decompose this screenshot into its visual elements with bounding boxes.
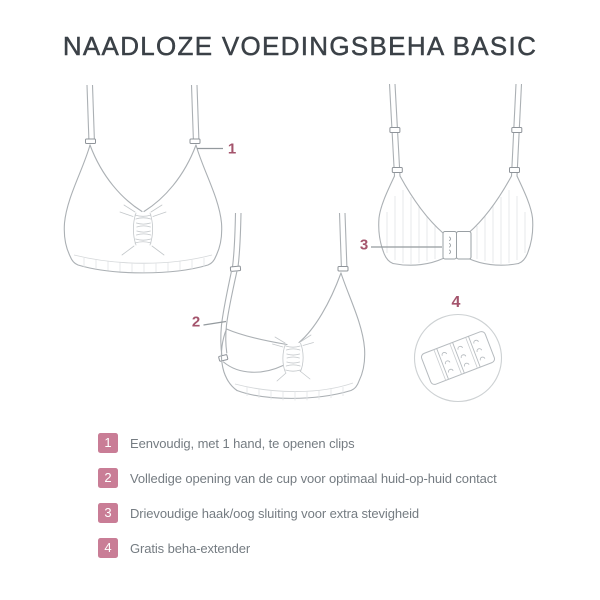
legend-text-3: Drievoudige haak/oog sluiting voor extra stevigheid — [130, 505, 420, 521]
feature-legend — [98, 433, 497, 573]
callout-number-4: 4 — [451, 294, 461, 311]
legend-item-1 — [98, 433, 497, 453]
legend-text-2: Volledige opening van de cup voor optimaal huid-op-huid contact — [130, 470, 497, 486]
page-title: NAADLOZE VOEDINGSBEHA BASIC — [62, 31, 538, 61]
legend-item-3 — [98, 503, 497, 523]
legend-badge-4: 4 — [98, 538, 118, 558]
legend-item-2 — [98, 468, 497, 488]
legend-badge-3: 3 — [98, 503, 118, 523]
legend-text-4: Gratis beha-extender — [130, 540, 251, 556]
legend-badge-2: 2 — [98, 468, 118, 488]
legend-item-4 — [98, 538, 497, 558]
callout-number-3: 3 — [359, 236, 369, 254]
callout-number-1: 1 — [227, 140, 237, 158]
callout-number-2: 2 — [191, 313, 201, 331]
legend-text-1: Eenvoudig, met 1 hand, te openen clips — [130, 435, 355, 451]
legend-badge-1: 1 — [98, 433, 118, 453]
